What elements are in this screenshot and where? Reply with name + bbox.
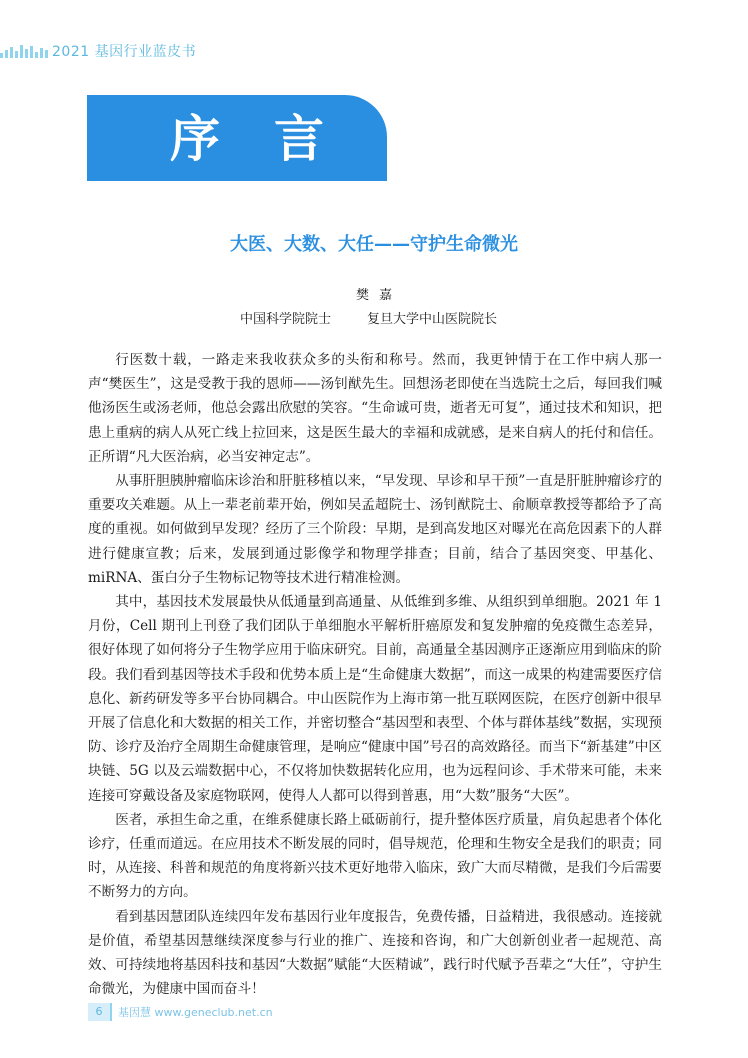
section-title: 序言: [170, 110, 378, 168]
page-number: 6: [88, 1003, 110, 1021]
paragraph: 其中，基因技术发展最快从低通量到高通量、从低维到多维、从组织到单细胞。2021 年 1 月份，Cell 期刊上刊登了我们团队于单细胞水平解析肝癌原发和复发肿瘤的免疫微生态差异，很好体现了如何将分子生物学应用于临床研究。目前，高通量全基因测序正逐渐应用到临床的阶段。我们看到基因等技术手段和优势本质上是“生命健康大数据”，而这一成果的构建需要医疗信息化、新药研发等多平台协同耦合。中山医院作为上海市第一批互联网医院，在医疗创新中很早开展了信息化和大数据的相关工作，并密切整合“基因型和表型、个体与群体基线”数据，实现预防、诊疗及治疗全周期生命健康管理，是响应“健康中国”号召的高效路径。而当下“新基建”中区块链、5G 以及云端数据中心，不仅将加快数据转化应用，也为远程问诊、手术带来可能，未来连接可穿戴设备及家庭物联网，使得人人都可以得到普惠，用“大数”服务“大医”。: [88, 594, 662, 804]
footer-brand-url: 基因慧 www.geneclub.net.cn: [118, 1006, 273, 1019]
paragraph: 行医数十载，一路走来我收获众多的头衔和称号。然而，我更钟情于在工作中病人那一声“樊医生”，这是受教于我的恩师——汤钊猷先生。回想汤老即使在当选院士之后，每回我们喊他汤医生或汤老师，他总会露出欣慰的笑容。“生命诚可贵，逝者无可复”，通过技术和知识，把患上重病的病人从死亡线上拉回来，这是医生最大的幸福和成就感，是来自病人的托付和信任。正所谓“凡大医治病，必当安神定志”。: [88, 352, 662, 465]
paragraph: 看到基因慧团队连续四年发布基因行业年度报告，免费传播，日益精进，我很感动。连接就是价值，希望基因慧继续深度参与行业的推广、连接和咨询，和广大创新创业者一起规范、高效、可持续地将基因科技和基因“大数据”赋能“大医精诚”，践行时代赋予吾辈之“大任”，守护生命微光，为健康中国而奋斗！: [88, 908, 662, 998]
header-bars-decoration: [0, 44, 60, 58]
author-name: 樊嘉: [355, 288, 402, 303]
author-affiliation: [240, 308, 497, 327]
affiliation-hospital: 复旦大学中山医院院长: [367, 312, 498, 327]
article-title: 大医、大数、大任——守护生命微光: [230, 234, 518, 255]
article-body: [88, 348, 662, 1001]
paragraph: 医者，承担生命之重，在维系健康长路上砥砺前行，提升整体医疗质量，肩负起患者个体化诊疗，任重而道远。在应用技术不断发展的同时，倡导规范，伦理和生物安全是我们的职责；同时，从连接、科普和规范的角度将新兴技术更好地带入临床，致广大而尽精微，是我们今后需要不断努力的方向。: [88, 811, 662, 901]
book-title: 2021 基因行业蓝皮书: [52, 44, 197, 60]
affiliation-academy: 中国科学院院士: [240, 312, 332, 327]
paragraph: 从事肝胆胰肿瘤临床诊治和肝脏移植以来，“早发现、早诊和早干预”一直是肝脏肿瘤诊疗的重要攻关难题。从上一辈老前辈开始，例如吴孟超院士、汤钊猷院士、俞顺章教授等都给予了高度的重视。如何做到早发现？经历了三个阶段：早期，是到高发地区对曝光在高危因素下的人群进行健康宣教；后来，发展到通过影像学和物理学排查；目前，结合了基因突变、甲基化、miRNA、蛋白分子生物标记物等技术进行精准检测。: [88, 473, 662, 586]
footer-divider: [110, 1003, 112, 1021]
